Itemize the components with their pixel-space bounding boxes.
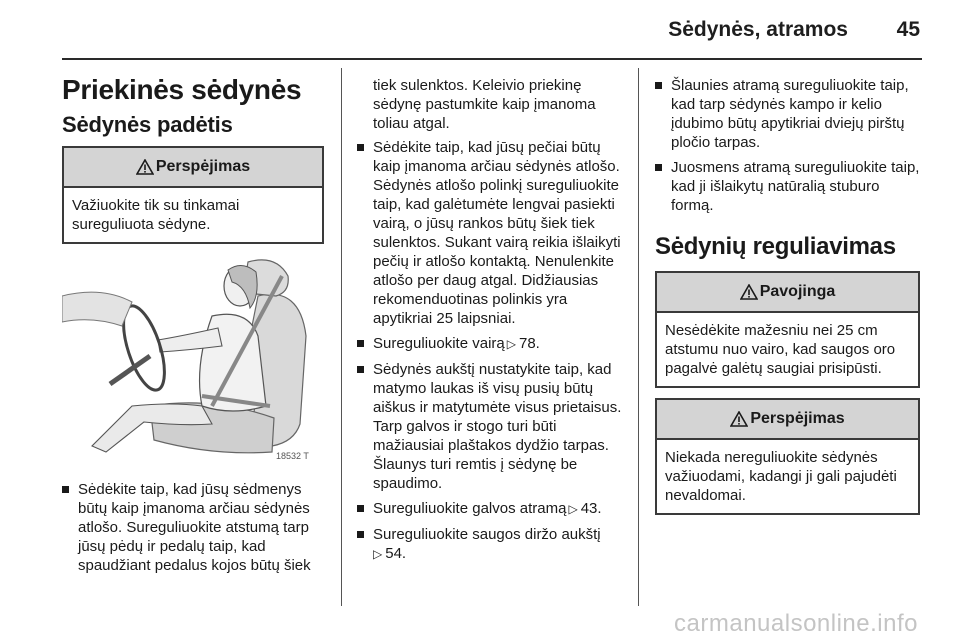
square-bullet [655, 164, 662, 171]
page-reference[interactable]: 54. [385, 545, 407, 562]
square-bullet [357, 505, 364, 512]
warning-box-title: Perspėjimas [750, 410, 845, 427]
bullet-list [357, 138, 623, 564]
reference-arrow-icon: ▷ [506, 337, 516, 351]
page-reference[interactable]: 78. [518, 335, 540, 352]
figure-code: 18532 T [276, 451, 309, 461]
list-item [62, 480, 324, 575]
reference-arrow-icon: ▷ [568, 502, 578, 516]
danger-box-header [657, 273, 918, 313]
warning-box-text: Važiuokite tik su tinkamai sureguliuota sėdyne. [72, 197, 240, 233]
column-divider [341, 68, 342, 606]
column-2 [357, 76, 623, 570]
warning-box-text: Niekada nereguliuokite sėdynės važiuodami, kadangi ji gali pajudėti nevaldomai. [665, 449, 897, 504]
list-item-text: Sureguliuokite galvos atramą [373, 500, 567, 517]
warning-box [62, 146, 324, 244]
page-header-title: Sėdynės, atramos [668, 18, 848, 41]
seat-position-illustration [62, 256, 324, 466]
column-1 [62, 70, 324, 581]
square-bullet [357, 144, 364, 151]
bullet-list [62, 480, 324, 575]
list-item [357, 525, 623, 564]
list-item-text: Sėdynės aukštį nustatykite taip, kad matymo laukas iš visų pusių būtų aiškus ir matytumėte visus prietaisus. Tarp galvos ir stogo turi būti mažiausiai plaštakos dydžio tarpas. Šlaunys turi remtis į sėdynę be spaudimo. [373, 361, 622, 492]
warning-triangle-icon [730, 411, 748, 427]
list-item-text: Juosmens atramą sureguliuokite taip, kad ji išlaikytų natūralią stuburo formą. [671, 159, 920, 214]
square-bullet [357, 340, 364, 347]
square-bullet [655, 82, 662, 89]
column-3 [655, 76, 920, 525]
warning-box-title: Perspėjimas [155, 158, 251, 175]
column-divider [638, 68, 639, 606]
list-item [655, 76, 920, 152]
subsection-title: Sėdynės padėtis [62, 112, 233, 137]
list-item [357, 138, 623, 328]
continued-text: tiek sulenktos. Keleivio priekinę sėdynę pastumkite kaip įmanoma toliau atgal. [373, 77, 596, 132]
warning-box-header [657, 400, 918, 440]
list-item [357, 499, 623, 519]
bullet-list [655, 76, 920, 215]
list-item-text: Sureguliuokite vairą [373, 335, 505, 352]
page-reference[interactable]: 43. [580, 500, 602, 517]
list-item-text: Šlaunies atramą sureguliuokite taip, kad tarp sėdynės kampo ir kelio įdubimo būtų apytikriai dviejų pirštų pločio tarpas. [671, 77, 909, 151]
header-rule [62, 58, 922, 60]
list-item [655, 158, 920, 215]
watermark: carmanualsonline.info [674, 610, 918, 637]
warning-box-header [64, 148, 322, 188]
page-number: 45 [896, 18, 920, 41]
running-header [0, 16, 960, 50]
square-bullet [357, 531, 364, 538]
square-bullet [62, 486, 69, 493]
danger-box [655, 271, 920, 388]
warning-triangle-icon [740, 284, 758, 300]
section-title: Priekinės sėdynės [62, 74, 302, 105]
list-item-text: Sėdėkite taip, kad jūsų sėdmenys būtų kaip įmanoma arčiau sėdynės atlošo. Sureguliuokite atstumą tarp jūsų pėdų ir pedalų taip, kad spaudžiant pedalus kojos būtų šiek [78, 481, 311, 574]
section-title: Sėdynių reguliavimas [655, 233, 896, 260]
square-bullet [357, 366, 364, 373]
list-item-text: Sureguliuokite saugos diržo aukštį [373, 526, 601, 543]
list-item [357, 360, 623, 493]
reference-arrow-icon: ▷ [373, 547, 383, 561]
list-item [357, 334, 623, 354]
warning-box [655, 398, 920, 515]
danger-box-text: Nesėdėkite mažesniu nei 25 cm atstumu nuo vairo, kad saugos oro pagalvė galėtų saugiai prisipūsti. [665, 322, 896, 377]
warning-triangle-icon [136, 159, 154, 175]
list-item-text: Sėdėkite taip, kad jūsų pečiai būtų kaip įmanoma arčiau sėdynės atlošo. Sėdynės atlošo polinkį sureguliuokite taip, kad galėtumėte lengvai pasiekti vairą, o jūsų rankos būtų šiek tiek sulenktos. Sukant vairą reikia išlaikyti pečių ir atlošo kontaktą. Nenulenkite atlošo per daug atgal. Didžiausias rekomenduotinas polinkis yra apytikriai 25 laipsniai. [373, 139, 621, 327]
danger-box-title: Pavojinga [759, 283, 836, 300]
